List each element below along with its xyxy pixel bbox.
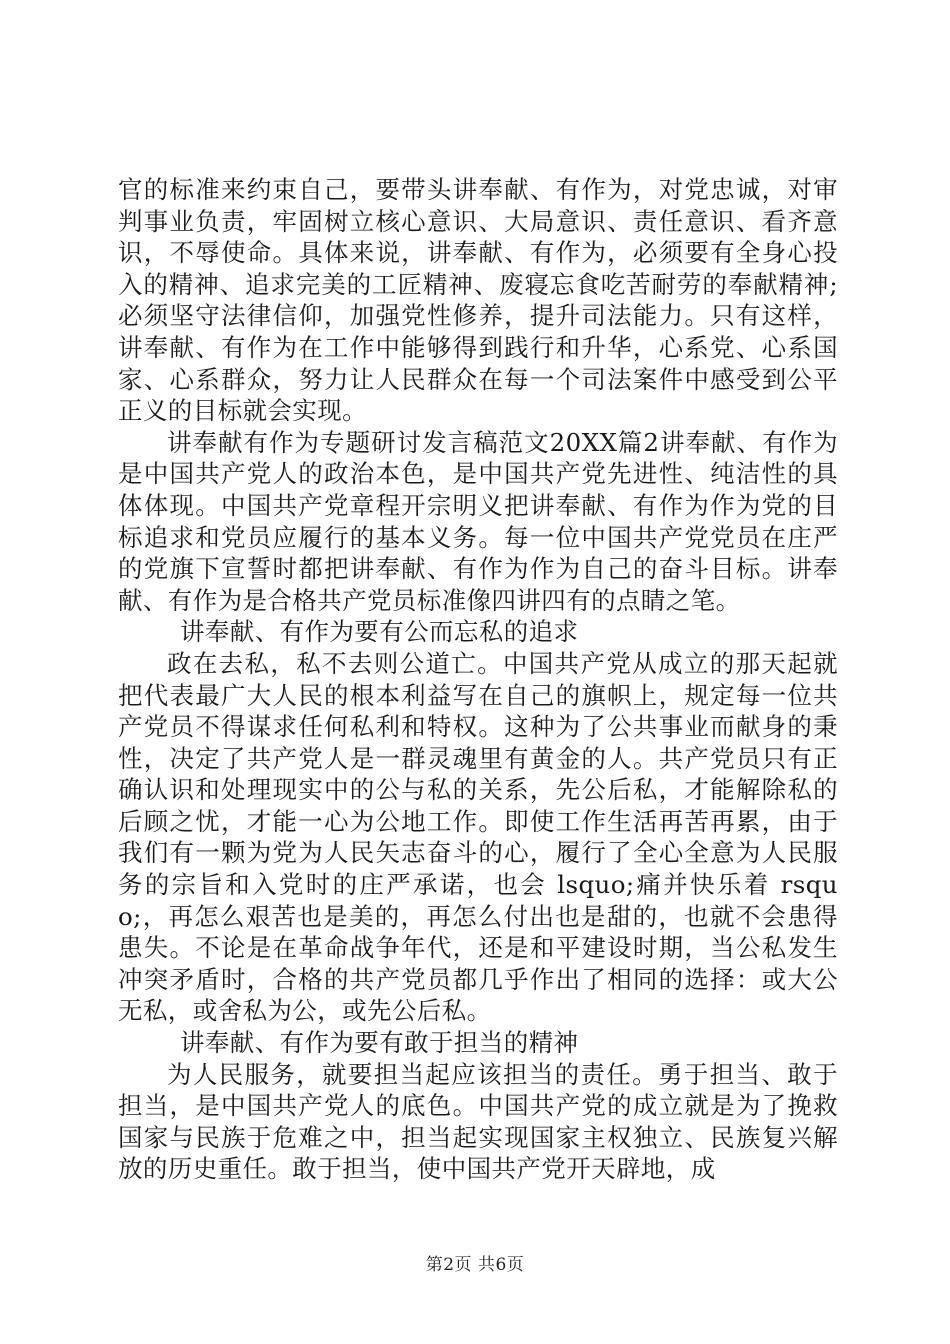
paragraph-selfless: 政在去私，私不去则公道亡。中国共产党从成立的那天起就把代表最广大人民的根本利益写在自己的旗帜上，规定每一位共产党员不得谋求任何私利和特权。这种为了公共事业而献身的秉性，决定了共产党人是一群灵魂里有黄金的人。共产党员只有正确认识和处理现实中的公与私的关系，先公后私，才能解除私的后顾之忧，才能一心为公地工作。即使工作生活再苦再累，由于我们有一颗为党为人民矢志奋斗的心，履行了全心全意为人民服务的宗旨和入党时的庄严承诺，也会 lsquo;痛并快乐着 rsquo;，再怎么艰苦也是美的，再怎么付出也是甜的，也就不会患得患失。不论是在革命战争年代，还是和平建设时期，当公私发生冲突矛盾时，合格的共产党员都几乎作出了相同的选择：或大公无私，或舍私为公，或先公后私。 bbox=[118, 648, 838, 1026]
document-body bbox=[118, 174, 838, 1185]
paragraph-continuation: 官的标准来约束自己，要带头讲奉献、有作为，对党忠诚，对审判事业负责，牢固树立核心意识、大局意识、责任意识、看齐意识，不辱使命。具体来说，讲奉献、有作为，必须要有全身心投入的精神、追求完美的工匠精神、废寝忘食吃苦耐劳的奉献精神;必须坚守法律信仰，加强党性修养，提升司法能力。只有这样，讲奉献、有作为在工作中能够得到践行和升华，心系党、心系国家、心系群众，努力让人民群众在每一个司法案件中感受到公平正义的目标就会实现。 bbox=[118, 175, 838, 426]
paragraph-responsibility: 为人民服务，就要担当起应该担当的责任。勇于担当、敢于担当，是中国共产党人的底色。中国共产党的成立就是为了挽救国家与民族于危难之中，担当起实现国家主权独立、民族复兴解放的历史重任。敢于担当，使中国共产党开天辟地，成 bbox=[118, 1059, 838, 1184]
page-number-footer: 第2页 共6页 bbox=[425, 1255, 525, 1275]
section-heading-responsibility: 讲奉献、有作为要有敢于担当的精神 bbox=[180, 1028, 579, 1058]
section-heading-selfless: 讲奉献、有作为要有公而忘私的追求 bbox=[180, 617, 579, 647]
paragraph-intro: 讲奉献有作为专题研讨发言稿范文20XX篇2讲奉献、有作为是中国共产党人的政治本色，是中国共产党先进性、纯洁性的具体体现。中国共产党章程开宗明义把讲奉献、有作为作为党的目标追求和党员应履行的基本义务。每一位中国共产党党员在庄严的党旗下宣誓时都把讲奉献、有作为作为自己的奋斗目标。讲奉献、有作为是合格共产党员标准像四讲四有的点睛之笔。 bbox=[118, 427, 838, 615]
